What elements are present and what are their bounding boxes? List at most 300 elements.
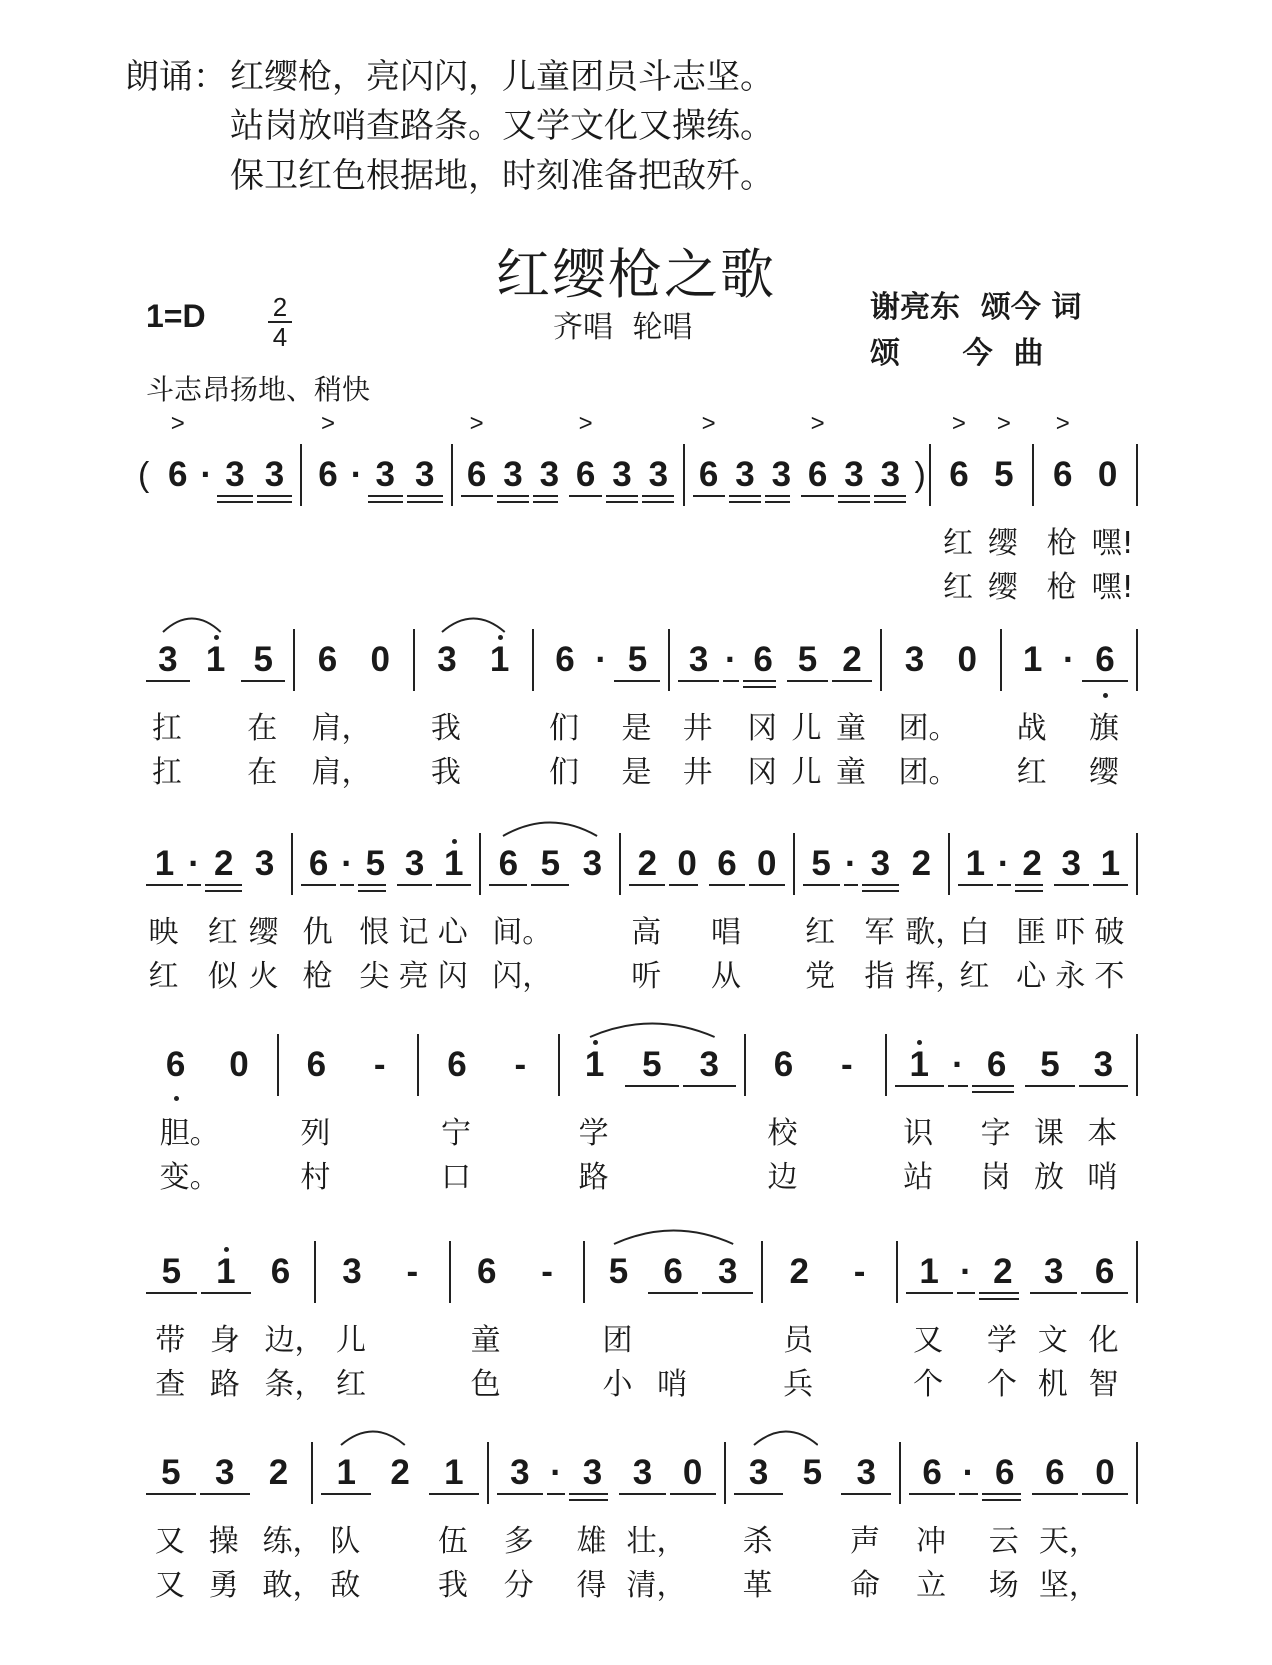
note bbox=[144, 1448, 198, 1603]
underline bbox=[489, 884, 527, 886]
note bbox=[727, 450, 763, 500]
note bbox=[970, 1040, 1023, 1195]
lyric: 岗 bbox=[980, 1160, 1011, 1195]
underline bbox=[1030, 1292, 1077, 1294]
lyric: 机 bbox=[1037, 1367, 1068, 1402]
lyric: 分 bbox=[503, 1568, 534, 1603]
note-number: 3 bbox=[612, 455, 632, 494]
note bbox=[872, 450, 908, 500]
note bbox=[904, 1247, 955, 1402]
underline bbox=[765, 501, 790, 503]
note-number: 6 bbox=[1094, 1252, 1115, 1291]
lyric: 学 bbox=[578, 1116, 609, 1151]
note bbox=[457, 1247, 517, 1402]
underline bbox=[979, 1298, 1019, 1300]
note-number: 3 bbox=[699, 1045, 719, 1084]
note bbox=[752, 1040, 815, 1195]
note-number: 5 bbox=[161, 1453, 181, 1492]
note bbox=[427, 1448, 481, 1603]
note bbox=[144, 635, 192, 790]
lyric: 红 bbox=[805, 915, 836, 950]
slur-arc bbox=[590, 1024, 715, 1038]
lyric: 文 bbox=[1037, 1323, 1068, 1358]
note bbox=[888, 635, 959, 790]
lyric: 站 bbox=[903, 1160, 934, 1195]
dash: - bbox=[406, 1252, 419, 1291]
underline bbox=[832, 680, 872, 682]
close-parenthesis: ) bbox=[914, 456, 926, 494]
lyric: 红 bbox=[942, 570, 973, 605]
score-system bbox=[138, 1247, 1138, 1402]
underline bbox=[257, 495, 293, 497]
note bbox=[308, 410, 348, 500]
note bbox=[301, 635, 372, 790]
note bbox=[495, 450, 531, 500]
note-number: 6 bbox=[922, 1453, 942, 1492]
measure bbox=[313, 1448, 486, 1603]
note-number: 6 bbox=[555, 640, 575, 679]
measure bbox=[138, 635, 293, 790]
measure bbox=[887, 1040, 1136, 1195]
lyric: 枪 bbox=[302, 959, 333, 994]
note bbox=[1079, 1247, 1130, 1402]
note bbox=[373, 1448, 427, 1498]
note bbox=[198, 450, 216, 500]
underline bbox=[1082, 1493, 1128, 1495]
lyric: 井 bbox=[682, 755, 713, 790]
note bbox=[937, 410, 982, 605]
measure bbox=[419, 1040, 558, 1195]
note bbox=[640, 450, 676, 500]
lyric: 缨 bbox=[987, 526, 1018, 561]
dot: · bbox=[350, 455, 363, 494]
underline bbox=[844, 884, 858, 886]
underline bbox=[683, 1085, 736, 1087]
barline bbox=[1136, 1442, 1138, 1504]
underline bbox=[146, 1292, 197, 1294]
lyric: 映 bbox=[148, 915, 179, 950]
note-number: 0 bbox=[677, 844, 697, 883]
note-number: 0 bbox=[957, 640, 977, 679]
lyric: 小 bbox=[602, 1367, 633, 1402]
lyric: 匪 bbox=[1016, 915, 1047, 950]
underline bbox=[709, 884, 745, 886]
note bbox=[612, 635, 662, 790]
time-signature bbox=[268, 294, 292, 350]
underline bbox=[368, 501, 404, 503]
measure bbox=[302, 410, 450, 500]
octave-up-dot bbox=[593, 1040, 598, 1045]
lyric: 红 bbox=[959, 959, 990, 994]
note bbox=[531, 450, 567, 500]
note bbox=[215, 450, 255, 500]
lyric: 不 bbox=[1094, 959, 1125, 994]
note-number: 0 bbox=[229, 1045, 249, 1084]
measure bbox=[138, 1040, 277, 1195]
note bbox=[901, 839, 966, 994]
note-number: 1 bbox=[584, 1045, 605, 1084]
underline bbox=[670, 1493, 716, 1495]
note-number: 3 bbox=[342, 1252, 362, 1291]
underline bbox=[1079, 1085, 1128, 1087]
note-number: 6 bbox=[165, 1045, 186, 1084]
lyric: 本 bbox=[1087, 1116, 1118, 1151]
underline bbox=[642, 501, 674, 503]
note bbox=[322, 1247, 382, 1402]
note-number: 3 bbox=[254, 844, 275, 883]
lyric: 肩， bbox=[311, 755, 372, 790]
underline bbox=[187, 884, 201, 886]
note bbox=[540, 635, 590, 790]
slur-arc bbox=[163, 619, 221, 633]
lyric: 色 bbox=[470, 1367, 501, 1402]
underline bbox=[569, 1493, 608, 1495]
lyric: 吓 bbox=[1055, 915, 1086, 950]
barline bbox=[1136, 1241, 1138, 1303]
note-number: 6 bbox=[466, 455, 487, 494]
underline bbox=[723, 680, 739, 682]
note-number: 6 bbox=[986, 1045, 1007, 1084]
dot: · bbox=[960, 1252, 972, 1291]
lyric: 尖 bbox=[359, 959, 390, 994]
note-number: 6 bbox=[575, 455, 596, 494]
lyric: 宁 bbox=[440, 1116, 471, 1151]
note-number: 3 bbox=[735, 455, 755, 494]
accent-mark: > bbox=[701, 410, 716, 437]
slur bbox=[613, 1225, 734, 1245]
note bbox=[676, 635, 720, 790]
score-system bbox=[138, 839, 1138, 994]
lyric: 井 bbox=[682, 711, 713, 746]
lyric: 似 bbox=[207, 959, 238, 994]
dash: - bbox=[853, 1252, 866, 1291]
note-number: 3 bbox=[748, 1453, 769, 1492]
dot: · bbox=[200, 455, 213, 494]
lyric: 得 bbox=[576, 1568, 607, 1603]
note-number: 1 bbox=[216, 1252, 236, 1291]
underline bbox=[217, 501, 253, 503]
lyric: 儿 bbox=[791, 755, 822, 790]
slur bbox=[589, 1018, 716, 1038]
note-number: 6 bbox=[807, 455, 828, 494]
lyric: 兵 bbox=[783, 1367, 814, 1402]
lyric: 仇 bbox=[302, 915, 333, 950]
lyric: 扛 bbox=[151, 711, 182, 746]
recitation-line: 保卫红色根据地，时刻准备把敌歼。 bbox=[230, 156, 774, 196]
lyric: 带 bbox=[155, 1323, 186, 1358]
note bbox=[356, 839, 395, 994]
note bbox=[956, 839, 995, 994]
note bbox=[425, 1040, 488, 1195]
note bbox=[763, 450, 799, 500]
lyric: 嘿! bbox=[1091, 526, 1134, 561]
note-number: 5 bbox=[1040, 1045, 1060, 1084]
lyric: 童 bbox=[835, 711, 866, 746]
lyric: 挥， bbox=[905, 959, 966, 994]
measure bbox=[481, 839, 619, 994]
slur-arc bbox=[442, 619, 505, 633]
note bbox=[769, 1247, 829, 1402]
note bbox=[1058, 635, 1080, 685]
note bbox=[255, 450, 295, 500]
note-number: 3 bbox=[582, 844, 603, 883]
lyric: 指 bbox=[864, 959, 895, 994]
lyric: 团。 bbox=[898, 755, 959, 790]
note bbox=[1080, 635, 1130, 790]
note-number: 1 bbox=[489, 640, 510, 679]
note-number: 5 bbox=[811, 844, 831, 883]
lyric: 团。 bbox=[898, 711, 959, 746]
note bbox=[144, 839, 185, 994]
underline bbox=[895, 1085, 944, 1087]
underline bbox=[801, 495, 833, 497]
lyric: 缨 bbox=[1089, 755, 1120, 790]
lyric: 个 bbox=[913, 1367, 944, 1402]
note bbox=[244, 839, 285, 994]
measure bbox=[795, 839, 966, 994]
measure bbox=[685, 410, 915, 500]
note-number: 3 bbox=[1093, 1045, 1114, 1084]
note bbox=[829, 1247, 889, 1297]
note bbox=[566, 1040, 623, 1195]
note bbox=[623, 1040, 680, 1090]
note bbox=[957, 1448, 980, 1498]
lyric: 雄 bbox=[576, 1524, 607, 1559]
note bbox=[955, 1247, 978, 1297]
note-number: 1 bbox=[909, 1045, 929, 1084]
score-system bbox=[138, 1040, 1138, 1195]
lyric: 是 bbox=[621, 711, 652, 746]
note bbox=[1077, 1040, 1130, 1195]
lyric: 红 bbox=[942, 526, 973, 561]
underline bbox=[321, 1493, 371, 1495]
note-number: 1 bbox=[443, 844, 464, 883]
note-number: 2 bbox=[390, 1453, 410, 1492]
dash: - bbox=[541, 1252, 553, 1291]
barline bbox=[1136, 629, 1138, 691]
lyric: 课 bbox=[1033, 1116, 1064, 1151]
note-number: 6 bbox=[270, 1252, 291, 1291]
lyric: 天， bbox=[1038, 1524, 1099, 1559]
underline bbox=[257, 501, 293, 503]
underline bbox=[958, 884, 993, 886]
accent-mark: > bbox=[170, 410, 185, 437]
note bbox=[1013, 839, 1052, 994]
note-number: 3 bbox=[1061, 844, 1081, 883]
note-number: 6 bbox=[498, 844, 519, 883]
measure bbox=[882, 635, 999, 790]
note-number: 1 bbox=[919, 1252, 939, 1291]
underline bbox=[397, 884, 432, 886]
note-number: 6 bbox=[317, 640, 338, 679]
lyric: 胆。 bbox=[159, 1116, 220, 1151]
lyric: 场 bbox=[988, 1568, 1019, 1603]
barline bbox=[1136, 1034, 1138, 1096]
note-number: 2 bbox=[789, 1252, 809, 1291]
lyric: 敌 bbox=[330, 1568, 361, 1603]
note-number: 3 bbox=[404, 844, 425, 883]
underline bbox=[972, 1091, 1014, 1093]
measure bbox=[901, 1448, 1136, 1603]
note-number: 3 bbox=[717, 1252, 738, 1291]
lyric: 团 bbox=[602, 1323, 633, 1358]
lyric: 旗 bbox=[1089, 711, 1120, 746]
slur-arc bbox=[614, 1231, 733, 1245]
measure bbox=[950, 839, 1136, 994]
recitation-label: 朗诵： bbox=[125, 57, 227, 97]
lyric: 员 bbox=[783, 1323, 814, 1358]
composer-credit: 颂 今 曲 bbox=[870, 336, 1044, 371]
lyric: 歌， bbox=[905, 915, 966, 950]
lyric: 亮 bbox=[398, 959, 429, 994]
time-bottom: 4 bbox=[272, 322, 288, 352]
lyric: 红 bbox=[1016, 755, 1047, 790]
underline bbox=[1093, 884, 1128, 886]
underline bbox=[1081, 1292, 1128, 1294]
note bbox=[667, 839, 707, 889]
accent-mark: > bbox=[996, 410, 1011, 437]
measure bbox=[316, 1247, 449, 1402]
underline bbox=[841, 1493, 891, 1495]
lyric: 勇 bbox=[208, 1568, 239, 1603]
note-number: 6 bbox=[308, 844, 329, 883]
note bbox=[489, 1040, 552, 1090]
note bbox=[395, 839, 434, 994]
lyric: 学 bbox=[986, 1323, 1017, 1358]
underline bbox=[906, 1292, 953, 1294]
lyric: 儿 bbox=[791, 711, 822, 746]
note-number: 3 bbox=[880, 455, 901, 494]
recitation-line: 站岗放哨查路条。又学文化又操练。 bbox=[230, 106, 774, 146]
underline bbox=[838, 501, 870, 503]
dot: · bbox=[997, 844, 1010, 883]
measure bbox=[763, 1247, 896, 1402]
note bbox=[382, 1247, 442, 1297]
note-number: 3 bbox=[904, 640, 925, 679]
measure bbox=[152, 410, 300, 500]
note-number: 5 bbox=[608, 1252, 629, 1291]
underline bbox=[217, 495, 253, 497]
lyric: 记 bbox=[398, 915, 429, 950]
measure bbox=[293, 839, 479, 994]
lyric: 在 bbox=[247, 755, 278, 790]
measure bbox=[670, 635, 880, 790]
note bbox=[1091, 839, 1130, 994]
lyric: 队 bbox=[330, 1524, 361, 1559]
note bbox=[207, 1040, 270, 1090]
measure bbox=[1002, 635, 1136, 790]
slur-arc bbox=[754, 1432, 818, 1446]
underline bbox=[1082, 680, 1128, 682]
note bbox=[946, 1040, 970, 1090]
note-number: 3 bbox=[415, 455, 435, 494]
octave-up-dot bbox=[224, 1247, 229, 1252]
note bbox=[239, 635, 287, 790]
dot: · bbox=[188, 844, 200, 883]
note-number: 6 bbox=[753, 640, 773, 679]
lyric: 路 bbox=[209, 1367, 240, 1402]
underline bbox=[729, 495, 761, 497]
underline bbox=[1032, 1493, 1078, 1495]
lyric: 闪 bbox=[437, 959, 468, 994]
note-number: 6 bbox=[168, 455, 188, 494]
note bbox=[977, 1247, 1028, 1402]
note-number: 1 bbox=[965, 844, 986, 883]
lyric: 校 bbox=[767, 1116, 798, 1151]
note bbox=[285, 1040, 348, 1195]
note bbox=[354, 635, 407, 685]
measure bbox=[898, 1247, 1136, 1402]
measure bbox=[746, 1040, 885, 1195]
lyric: 高 bbox=[631, 915, 662, 950]
accent-mark: > bbox=[578, 410, 593, 437]
note-number: 2 bbox=[637, 844, 658, 883]
note-number: 1 bbox=[336, 1453, 356, 1492]
accent-mark: > bbox=[320, 410, 336, 437]
measure bbox=[451, 1247, 584, 1402]
measure bbox=[489, 1448, 724, 1603]
measure bbox=[138, 839, 291, 994]
underline bbox=[678, 680, 718, 682]
accent-mark: > bbox=[951, 410, 966, 437]
lyric: 破 bbox=[1094, 915, 1125, 950]
lyric: 又 bbox=[913, 1323, 944, 1358]
measure bbox=[585, 1247, 761, 1402]
lyric: 们 bbox=[549, 755, 579, 790]
underline bbox=[957, 1292, 976, 1294]
note bbox=[405, 450, 445, 500]
note bbox=[747, 839, 787, 889]
note-number: 3 bbox=[539, 455, 560, 494]
underline bbox=[909, 1493, 955, 1495]
lyric: 云 bbox=[988, 1524, 1019, 1559]
accent-mark: > bbox=[1055, 410, 1070, 437]
note-number: 3 bbox=[503, 455, 523, 494]
lyric: 扛 bbox=[151, 755, 182, 790]
note bbox=[144, 1247, 199, 1402]
underline bbox=[368, 495, 404, 497]
dot: · bbox=[725, 640, 737, 679]
octave-down-dot bbox=[1103, 693, 1108, 698]
underline bbox=[146, 680, 190, 682]
slur bbox=[340, 1426, 406, 1446]
dot: · bbox=[844, 844, 857, 883]
note-number: 2 bbox=[1022, 844, 1042, 883]
note-number: 6 bbox=[318, 455, 338, 494]
lyric: 我 bbox=[437, 1568, 468, 1603]
note bbox=[348, 1040, 411, 1090]
underline bbox=[648, 1292, 699, 1294]
lyric: 心 bbox=[1016, 959, 1047, 994]
slur-arc bbox=[503, 823, 597, 837]
lyric: 童 bbox=[470, 1323, 501, 1358]
underline bbox=[533, 495, 558, 497]
note bbox=[604, 450, 640, 500]
underline bbox=[787, 680, 827, 682]
note bbox=[319, 1448, 373, 1603]
note-number: 5 bbox=[627, 640, 648, 679]
underline bbox=[982, 1493, 1021, 1495]
lyric: 革 bbox=[742, 1568, 773, 1603]
lyric: 又 bbox=[154, 1524, 185, 1559]
slur bbox=[502, 817, 598, 837]
lyric: 个 bbox=[986, 1367, 1017, 1402]
note bbox=[434, 839, 473, 994]
lyric: 火 bbox=[248, 959, 279, 994]
note-number: 3 bbox=[214, 1453, 235, 1492]
note-number: 0 bbox=[757, 844, 777, 883]
note-number: 5 bbox=[161, 1252, 182, 1291]
